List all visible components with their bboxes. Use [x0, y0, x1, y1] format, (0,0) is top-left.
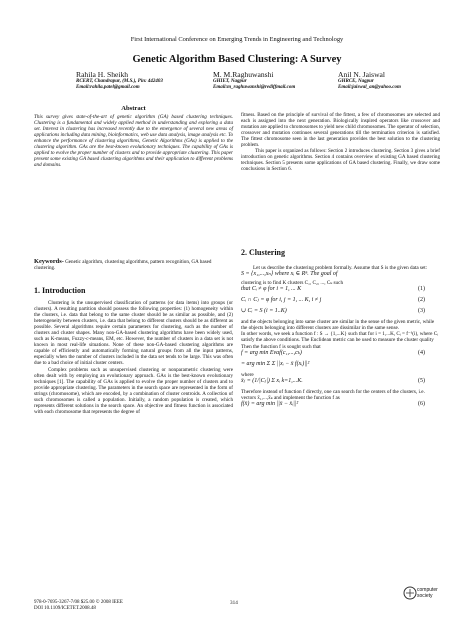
right-column-body [241, 112, 440, 172]
author-affiliation: RCERT, Chandrapur, (M.S.), Pin: 442403 [76, 78, 163, 84]
equation-3: ∪ Cᵢ = S (i = 1..K) (3) [241, 308, 425, 315]
abstract-heading: Abstract [121, 105, 146, 112]
paper-title: Genetic Algorithm Based Clustering: A Survey [132, 54, 342, 65]
paragraph: Clustering is the unsupervised classification of patterns (or data items) into groups (or clusters). A resulting partition should possess the following properties: (1) homogeneity within the clusters, i.e. data that belong to the same cluster should be as similar as possible, and (2) heterogeneity between clusters, i.e. data that belong to different clusters should be as different as possible. Several algorithms require certain parameters for clustering, such as the number of clusters and cluster shapes. Many non-GA-based clustering algorithms have been widely used, such as K-means, Fuzzy-c-means, EM, etc. However, the number of clusters in a data set is not known in most real-life situations. None of these non-GA-based clustering algorithms are capable of efficiently and automatically forming natural groups from all the input patterns, especially when the number of clusters included in the data set tends to be large. This was often due to a bad choice of initial cluster centers. [34, 300, 233, 367]
logo-text: computer society [417, 587, 438, 599]
author-name: Anil N. Jaiswal [338, 70, 386, 79]
where-label: where [241, 371, 254, 378]
computer-society-logo [402, 583, 442, 611]
author-affiliation: GHRCE, Nagpur [338, 78, 374, 84]
author-block-2 [213, 72, 353, 92]
author-email: Email:m_raghuwanshi@rediffmail.com [213, 85, 296, 91]
equation-6: f(x̄) = arg min ||x̄ − x̄ᵢ||² (6) [241, 400, 425, 407]
section-heading-clustering: 2. Clustering [241, 248, 285, 257]
paragraph: Let us describe the clustering problem formally. Assume that S is the given data set: [253, 265, 428, 271]
equation-2: Cᵢ ∩ Cⱼ = φ for i, j = 1, ... K, i ≠ j (2) [241, 297, 425, 304]
footer-doi: DOI 10.1109/ICETET.2008.48 [34, 606, 96, 611]
equation-4: f = arg min Evaf(c₁,...,cₖ) (4) [241, 349, 425, 356]
author-email: Email:rahila.patel@gmail.com [76, 85, 140, 91]
equation-dataset: S = {x₁,...,xₙ} where xᵢ ∈ Rⁿ. The goal of [241, 271, 338, 278]
author-block-3 [338, 72, 474, 92]
paragraph: Then the function f is sought such that [241, 343, 321, 350]
clustering-body [241, 265, 441, 412]
keywords-text: Genetic algorithm, clustering algorithms, pattern recognition, GA based clustering. [34, 259, 212, 272]
keywords-label: Keywords- [34, 258, 64, 265]
author-name: M. M.Raghuwanshi [213, 70, 274, 79]
keywords [34, 259, 233, 271]
paragraph: clustering is to find K clusters C₁, C₂, ..., Cₖ such [241, 280, 344, 287]
author-email: Email:jaiswal_an@yahoo.com [338, 85, 401, 91]
paragraph: Complex problems such as unsupervised clustering or nonparametric clustering were often dealt with by employing an evolutionary approach. GAs is the best-known evolutionary techniques [1]. The capability of GAs is applied to evolve the proper number of clusters and to provide appropriate clustering. The parameters in the search space are represented in the form of strings (chromosome), which are encoded, by a combination of cluster centroids. A collection of such chromosomes is called a population. Initially, a random population is created, which represents different solutions in the search space. An objective and fitness function is associated with each chromosome that represents the degree of [34, 366, 233, 415]
abstract-text [34, 114, 233, 168]
paragraph: This paper is organized as follows: Section 2 introduces clustering. Section 3 gives a brief introduction on genetic algorithms. Section 4 contains overview of existing GA based clustering techniques. Section 5 presents some applications of GA based clustering. Finally, we draw some conclusions in Section 6. [241, 148, 440, 173]
conference-header: First International Conference on Emerging Trends in Engineering and Technology [130, 36, 344, 43]
equation-4-expansion: = arg min Σ Σ ||xᵢ − x̄ f(xᵢ)||² [241, 360, 310, 367]
paragraph: and the objects belonging into same cluster are similar in the sense of the given metric, while the objects belonging into different clusters are dissimilar in the same sense. [241, 319, 435, 332]
paragraph: fitness. Based on the principle of survival of the fittest, a few of chromosomes are selected and each is assigned into the next generation. Biologically inspired operators like crossover and mutation are applied to chromosomes to yield new child chromosomes. The operator of selection, crossover and mutation continues several generations till the termination criterion is satisfied. The fittest chromosome seen in the last generation provides the best solution to the clustering problem. [241, 112, 440, 149]
author-name: Rahila H. Sheikh [76, 70, 129, 79]
footer-copyright [34, 600, 123, 612]
footer-isbn: 978-0-7695-3267-7/08 $25.00 © 2008 IEEE [34, 600, 123, 605]
page-number: 314 [230, 600, 238, 606]
paragraph: Therefore instead of function f directly, one can search for the centers of the clusters, i.e. vectors x̄₁,...,x̄ₖ and implement the function f as [241, 388, 425, 401]
equation-5: x̄ⱼ = (1/|Cⱼ|) Σ xᵢ k=1,...K. (5) [241, 377, 425, 384]
author-affiliation: GHIET, Nagpur [213, 78, 247, 84]
abstract-paragraph: This survey gives state-of-the-art of genetic algorithm (GA) based clustering techniques. Clustering is a fundamental and widely applied method in understanding and exploring a data set. Interest in clustering has increased recently due to the emergence of several new areas of applications including data mining, bioinformatics, web use data analysis, image analysis etc. To enhance the performance of clustering algorithms, Genetic Algorithms (GAs) is applied to the clustering algorithm. GAs are the best-known evolutionary techniques. The capability of GAs is applied to evolve the proper number of clusters and to provide appropriate clustering. This paper present some existing GA based clustering algorithms and their application to different problems and domains. [34, 114, 233, 169]
equation-1: that Cᵢ ≠ φ for i = 1, ... K (1) [241, 286, 425, 293]
introduction-body [34, 300, 233, 415]
section-heading-introduction: 1. Introduction [34, 286, 86, 295]
author-block-1 [76, 72, 216, 92]
paragraph: In other words, we seek a function f : S → {1,...K} such that for i = 1,...K, Cᵢ = f⁻¹(i), where Cᵢ satisfy the above conditions. The Euclidean metric can be used to measure the cluster quality [241, 331, 439, 344]
